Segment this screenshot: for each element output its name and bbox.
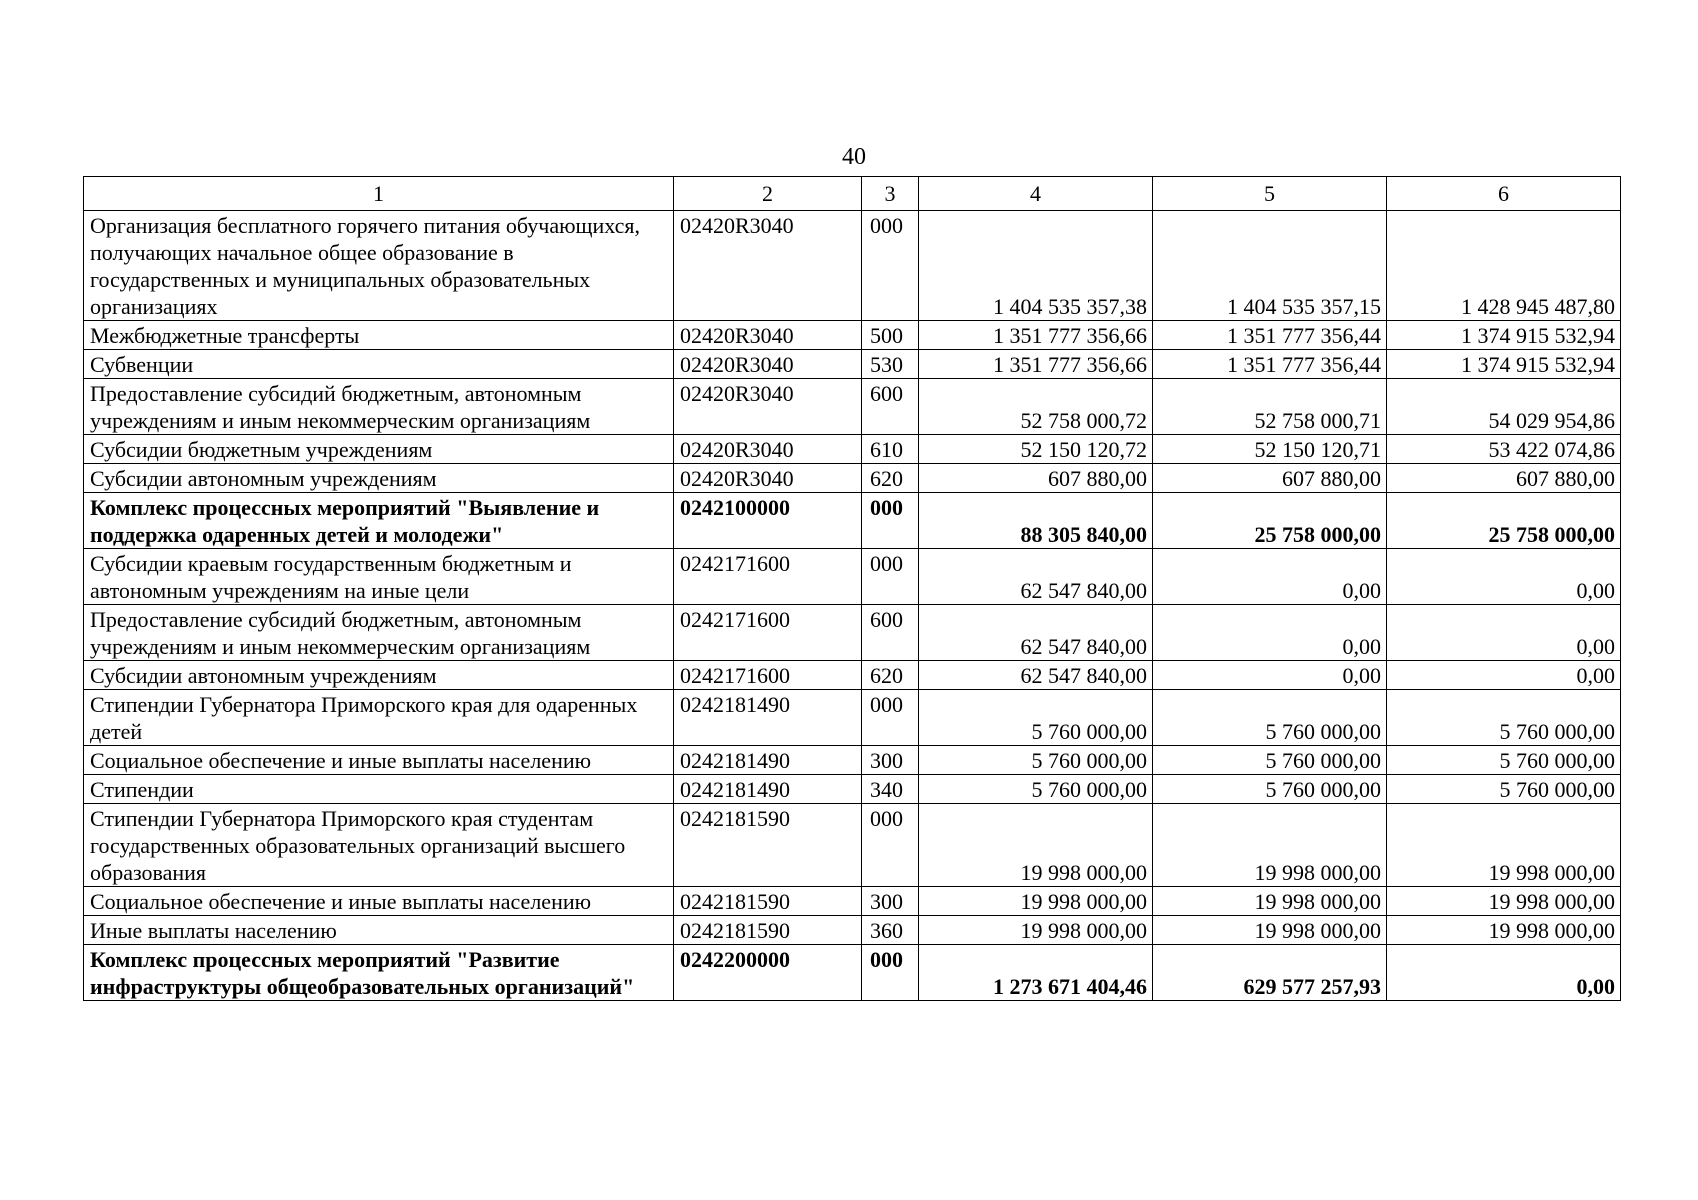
amount-col4-cell: 62 547 840,00 [919,661,1153,690]
amount-col5-cell: 1 351 777 356,44 [1153,350,1387,379]
page-number: 40 [842,144,866,170]
amount-col6-cell: 1 428 945 487,80 [1387,211,1621,321]
amount-col6-cell: 5 760 000,00 [1387,690,1621,746]
target-code-cell: 0242181490 [674,746,862,775]
table-row [84,493,1621,549]
row-name-cell: Субсидии автономным учреждениям [84,661,674,690]
target-code-cell: 0242181590 [674,887,862,916]
target-code-cell: 02420R3040 [674,435,862,464]
expense-type-cell: 000 [862,211,919,321]
row-name-cell: Межбюджетные трансферты [84,321,674,350]
table-row [84,661,1621,690]
table-row [84,945,1621,1001]
table-row [84,605,1621,661]
expense-type-cell: 530 [862,350,919,379]
target-code-cell: 0242200000 [674,945,862,1001]
amount-col4-cell: 19 998 000,00 [919,804,1153,887]
amount-col6-cell: 1 374 915 532,94 [1387,350,1621,379]
row-name-cell: Субвенции [84,350,674,379]
target-code-cell: 0242171600 [674,549,862,605]
amount-col5-cell: 0,00 [1153,549,1387,605]
amount-col6-cell: 53 422 074,86 [1387,435,1621,464]
expense-type-cell: 000 [862,945,919,1001]
expense-type-cell: 360 [862,916,919,945]
expense-type-cell: 340 [862,775,919,804]
table-row [84,887,1621,916]
amount-col6-cell: 1 374 915 532,94 [1387,321,1621,350]
table-row [84,804,1621,887]
table-row [84,549,1621,605]
target-code-cell: 0242181490 [674,690,862,746]
expense-type-cell: 300 [862,746,919,775]
amount-col5-cell: 607 880,00 [1153,464,1387,493]
amount-col6-cell: 0,00 [1387,549,1621,605]
amount-col4-cell: 1 273 671 404,46 [919,945,1153,1001]
amount-col5-cell: 19 998 000,00 [1153,916,1387,945]
row-name-cell: Предоставление субсидий бюджетным, автономным учреждениям и иным некоммерческим организациям [84,605,674,661]
expense-type-cell: 620 [862,464,919,493]
column-header: 6 [1387,177,1621,211]
row-name-cell: Стипендии Губернатора Приморского края для одаренных детей [84,690,674,746]
expense-type-cell: 600 [862,379,919,435]
target-code-cell: 02420R3040 [674,379,862,435]
expense-type-cell: 300 [862,887,919,916]
target-code-cell: 0242181590 [674,804,862,887]
amount-col4-cell: 52 758 000,72 [919,379,1153,435]
column-header: 2 [674,177,862,211]
amount-col5-cell: 1 404 535 357,15 [1153,211,1387,321]
row-name-cell: Субсидии краевым государственным бюджетным и автономным учреждениям на иные цели [84,549,674,605]
amount-col6-cell: 19 998 000,00 [1387,916,1621,945]
amount-col5-cell: 0,00 [1153,605,1387,661]
row-name-cell: Стипендии Губернатора Приморского края студентам государственных образовательных организаций высшего образования [84,804,674,887]
amount-col6-cell: 19 998 000,00 [1387,887,1621,916]
budget-table [83,176,1621,1001]
amount-col4-cell: 1 351 777 356,66 [919,321,1153,350]
amount-col4-cell: 19 998 000,00 [919,916,1153,945]
amount-col5-cell: 19 998 000,00 [1153,887,1387,916]
amount-col6-cell: 0,00 [1387,661,1621,690]
row-name-cell: Субсидии автономным учреждениям [84,464,674,493]
table-row [84,350,1621,379]
amount-col5-cell: 52 758 000,71 [1153,379,1387,435]
row-name-cell: Комплекс процессных мероприятий "Развитие инфраструктуры общеобразовательных организаций" [84,945,674,1001]
expense-type-cell: 000 [862,804,919,887]
target-code-cell: 0242171600 [674,605,862,661]
expense-type-cell: 000 [862,690,919,746]
table-row [84,211,1621,321]
target-code-cell: 0242181490 [674,775,862,804]
amount-col6-cell: 54 029 954,86 [1387,379,1621,435]
amount-col4-cell: 5 760 000,00 [919,775,1153,804]
amount-col4-cell: 19 998 000,00 [919,887,1153,916]
column-header: 1 [84,177,674,211]
amount-col5-cell: 629 577 257,93 [1153,945,1387,1001]
row-name-cell: Социальное обеспечение и иные выплаты населению [84,887,674,916]
row-name-cell: Стипендии [84,775,674,804]
amount-col4-cell: 1 404 535 357,38 [919,211,1153,321]
row-name-cell: Организация бесплатного горячего питания обучающихся, получающих начальное общее образование в государственных и муниципальных образовательных организациях [84,211,674,321]
table-row [84,321,1621,350]
table-row [84,775,1621,804]
column-header: 4 [919,177,1153,211]
amount-col5-cell: 5 760 000,00 [1153,775,1387,804]
amount-col6-cell: 25 758 000,00 [1387,493,1621,549]
target-code-cell: 02420R3040 [674,321,862,350]
row-name-cell: Комплекс процессных мероприятий "Выявление и поддержка одаренных детей и молодежи" [84,493,674,549]
amount-col6-cell: 19 998 000,00 [1387,804,1621,887]
amount-col4-cell: 62 547 840,00 [919,605,1153,661]
amount-col4-cell: 62 547 840,00 [919,549,1153,605]
expense-type-cell: 610 [862,435,919,464]
expense-type-cell: 500 [862,321,919,350]
table-body [84,211,1621,1001]
table-row [84,746,1621,775]
amount-col4-cell: 607 880,00 [919,464,1153,493]
amount-col4-cell: 88 305 840,00 [919,493,1153,549]
row-name-cell: Социальное обеспечение и иные выплаты населению [84,746,674,775]
table-row [84,379,1621,435]
table-row [84,916,1621,945]
column-header: 3 [862,177,919,211]
target-code-cell: 02420R3040 [674,350,862,379]
amount-col6-cell: 0,00 [1387,945,1621,1001]
target-code-cell: 02420R3040 [674,211,862,321]
row-name-cell: Субсидии бюджетным учреждениям [84,435,674,464]
expense-type-cell: 600 [862,605,919,661]
amount-col4-cell: 1 351 777 356,66 [919,350,1153,379]
expense-type-cell: 000 [862,493,919,549]
amount-col5-cell: 19 998 000,00 [1153,804,1387,887]
amount-col4-cell: 5 760 000,00 [919,690,1153,746]
amount-col5-cell: 5 760 000,00 [1153,690,1387,746]
target-code-cell: 0242181590 [674,916,862,945]
amount-col4-cell: 52 150 120,72 [919,435,1153,464]
table-row [84,435,1621,464]
target-code-cell: 02420R3040 [674,464,862,493]
row-name-cell: Предоставление субсидий бюджетным, автономным учреждениям и иным некоммерческим организациям [84,379,674,435]
amount-col4-cell: 5 760 000,00 [919,746,1153,775]
amount-col6-cell: 607 880,00 [1387,464,1621,493]
amount-col5-cell: 25 758 000,00 [1153,493,1387,549]
amount-col6-cell: 0,00 [1387,605,1621,661]
table-header-row [84,177,1621,211]
row-name-cell: Иные выплаты населению [84,916,674,945]
expense-type-cell: 620 [862,661,919,690]
expense-type-cell: 000 [862,549,919,605]
amount-col5-cell: 1 351 777 356,44 [1153,321,1387,350]
target-code-cell: 0242100000 [674,493,862,549]
table-row [84,464,1621,493]
amount-col5-cell: 52 150 120,71 [1153,435,1387,464]
amount-col5-cell: 5 760 000,00 [1153,746,1387,775]
amount-col5-cell: 0,00 [1153,661,1387,690]
target-code-cell: 0242171600 [674,661,862,690]
column-header: 5 [1153,177,1387,211]
amount-col6-cell: 5 760 000,00 [1387,746,1621,775]
table-row [84,690,1621,746]
amount-col6-cell: 5 760 000,00 [1387,775,1621,804]
